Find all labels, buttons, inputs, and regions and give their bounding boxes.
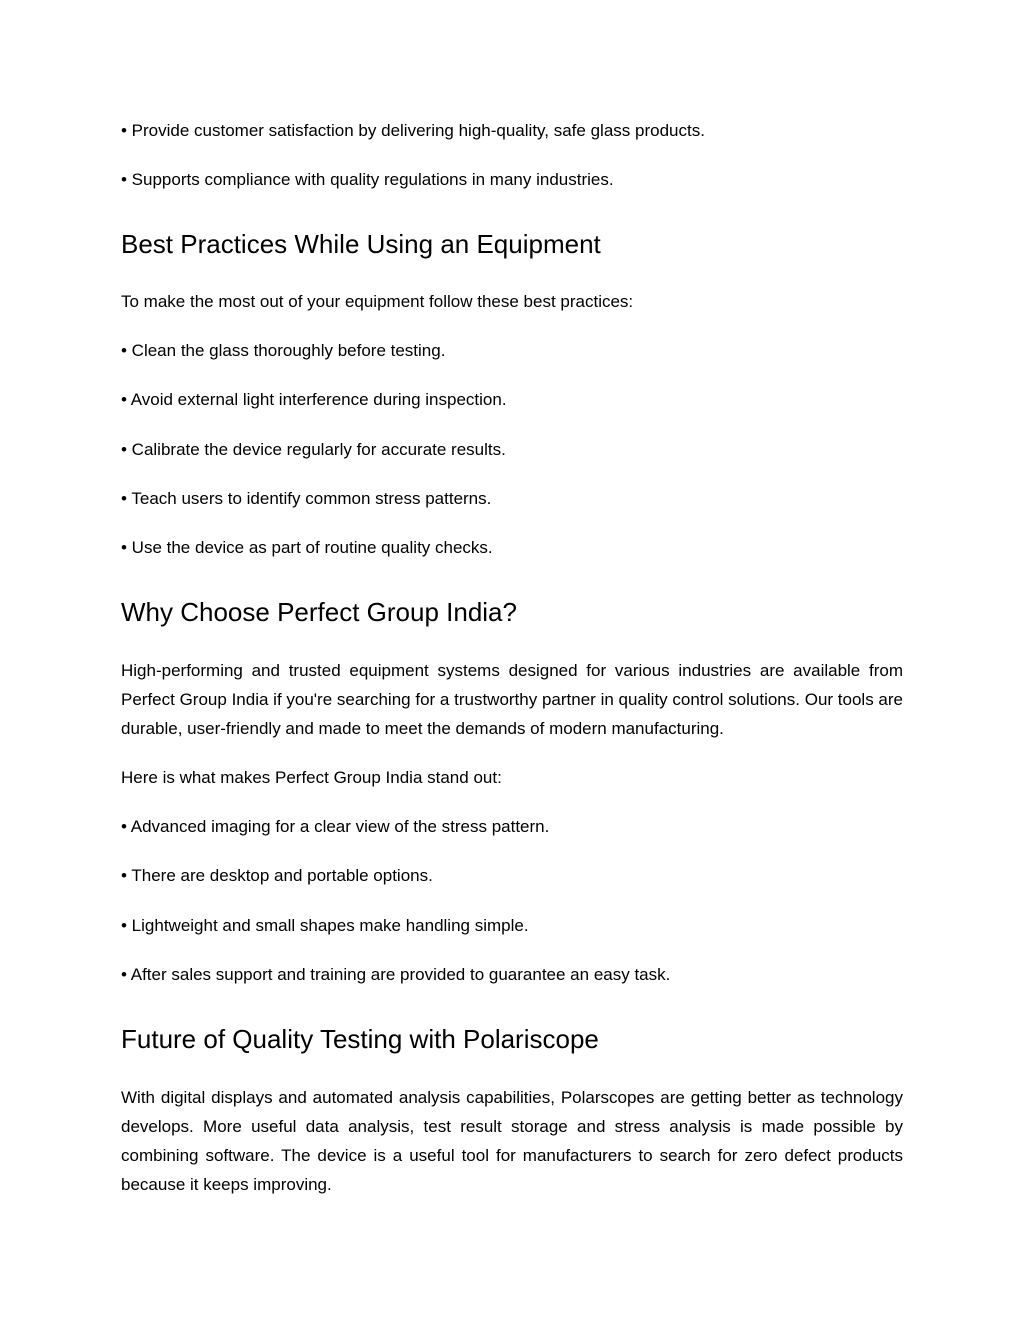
why-choose-paragraph: High-performing and trusted equipment systems designed for various industries are available from Perfect Group India if you're searching for a trustworthy partner in quality control solutions. Our tools are durable, user-friendly and made to meet the demands of modern manufacturing. [121,661,903,738]
bullet-lightweight: • Lightweight and small shapes make handling simple. [121,916,529,935]
bullet-avoid-light: • Avoid external light interference during inspection. [121,390,507,409]
bullet-advanced-imaging: • Advanced imaging for a clear view of the stress pattern. [121,817,550,836]
bullet-desktop-portable: • There are desktop and portable options. [121,866,433,885]
bullet-clean-glass: • Clean the glass thoroughly before testing. [121,341,446,360]
bullet-teach-users: • Teach users to identify common stress patterns. [121,489,492,508]
heading-why-choose: Why Choose Perfect Group India? [121,597,517,627]
future-paragraph: With digital displays and automated analysis capabilities, Polarscopes are getting better as technology develops. More useful data analysis, test result storage and stress analysis is made possible by combining software. The device is a useful tool for manufacturers to search for zero defect products because it keeps improving. [121,1088,903,1194]
best-practices-intro: To make the most out of your equipment follow these best practices: [121,292,634,311]
bullet-after-sales: • After sales support and training are provided to guarantee an easy task. [121,965,671,984]
bullet-routine-checks: • Use the device as part of routine quality checks. [121,538,493,557]
heading-best-practices: Best Practices While Using an Equipment [121,229,601,259]
heading-future: Future of Quality Testing with Polariscope [121,1024,599,1054]
bullet-customer-satisfaction: • Provide customer satisfaction by delivering high-quality, safe glass products. [121,121,705,140]
why-choose-intro: Here is what makes Perfect Group India stand out: [121,768,502,787]
bullet-compliance: • Supports compliance with quality regulations in many industries. [121,170,614,189]
bullet-calibrate: • Calibrate the device regularly for accurate results. [121,440,506,459]
